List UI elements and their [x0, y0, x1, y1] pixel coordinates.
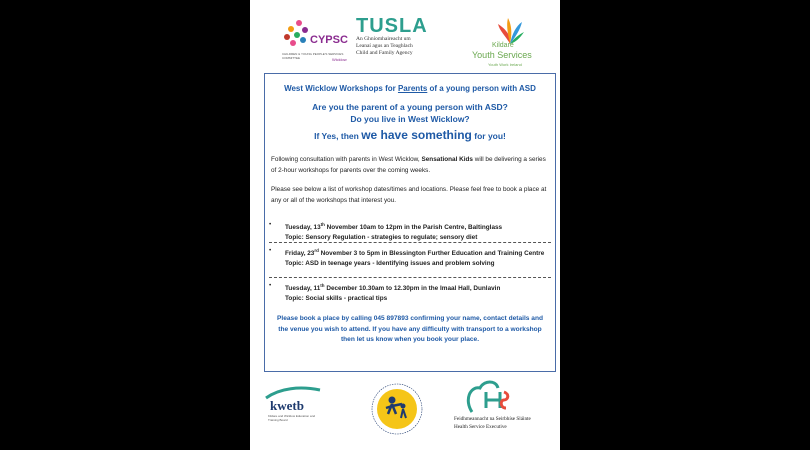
dates-paragraph: Please see below a list of workshop dates/times and locations. Please feel free to book a place at any or all of the workshops that interest you.: [271, 186, 547, 204]
question-3: If Yes, then we have something for you!: [314, 128, 506, 142]
kwetb-name: kwetb: [270, 398, 304, 413]
cypsc-name: CYPSC: [310, 34, 348, 46]
kildare-youth-services-logo: [468, 16, 548, 68]
hse-heart-icon: [466, 378, 510, 416]
cypsc-county: Wicklow: [332, 57, 347, 62]
wicklow-childcare-logo: [368, 380, 426, 438]
kildare-line3: Youth Work Ireland: [488, 62, 522, 67]
divider: [269, 242, 551, 243]
flyer-title: West Wicklow Workshops for Parents of a young person with ASD: [284, 84, 536, 93]
question-2: Do you live in West Wicklow?: [350, 114, 470, 124]
tusla-logo: [356, 16, 456, 64]
tusla-irish-line1: An Ghníomhaireacht um: [356, 36, 411, 42]
flyer-page: [250, 0, 560, 450]
session-topic: Topic: ASD in teenage years - Identifying issues and problem solving: [285, 259, 495, 267]
session-item: • Tuesday, 13th November 10am to 12pm in the Parish Centre, Baltinglass Topic: Sensory Regulation - strategies to regulate; sensory diet: [269, 220, 549, 242]
session-item: • Friday, 23rd November 3 to 5pm in Blessington Further Education and Training Centre Topic: ASD in teenage years - Identifying issues and problem solving: [269, 246, 549, 268]
kildare-line2: Youth Services: [472, 50, 532, 60]
emphasis-text: we have something: [361, 128, 472, 142]
tusla-name: TUSLA: [356, 15, 428, 37]
cypsc-dots-icon: [284, 20, 310, 46]
kwetb-subtitle: Kildare and Wicklow Education and Training Board: [268, 414, 316, 422]
title-underlined: Parents: [397, 84, 428, 93]
childcare-emblem-icon: [368, 380, 426, 438]
bullet: •: [269, 282, 272, 289]
divider: [269, 277, 551, 278]
session-topic: Topic: Social skills - practical tips: [285, 294, 388, 302]
cypsc-subtitle: CHILDREN & YOUNG PEOPLE'S SERVICES COMMITTEE: [282, 52, 344, 60]
bullet: •: [269, 247, 272, 254]
session-item: • Tuesday, 11th December 10.30am to 12.30pm in the Imaal Hall, Dunlavin Topic: Social skills - practical tips: [269, 281, 549, 303]
cypsc-logo: [280, 16, 352, 64]
kildare-line1: Kildare: [492, 42, 514, 49]
bullet: •: [269, 221, 272, 228]
hse-logo: [452, 376, 552, 436]
tusla-english: Child and Family Agency: [356, 50, 413, 56]
question-1: Are you the parent of a young person with ASD?: [312, 102, 508, 112]
booking-info: Please book a place by calling 045 897893 confirming your name, contact details and the venue you wish to attend. If you have any difficulty with transport to a workshop then let us know when you book your place.: [276, 315, 544, 343]
hse-english: Health Service Executive: [454, 424, 507, 430]
intro-paragraph: Following consultation with parents in West Wicklow, Sensational Kids will be delivering a series of 2-hour workshops for parents over the coming weeks.: [271, 156, 546, 174]
session-topic: Topic: Sensory Regulation - strategies to regulate; sensory diet: [285, 233, 478, 241]
flame-icon: [496, 18, 524, 44]
hse-irish: Feidhmeannacht na Seirbhíse Sláinte: [454, 416, 531, 422]
flyer-box: [264, 73, 556, 372]
tusla-irish-line2: Leanaí agus an Teaghlach: [356, 43, 413, 49]
kwetb-logo: [264, 386, 322, 426]
organiser-name: Sensational Kids: [421, 156, 473, 163]
